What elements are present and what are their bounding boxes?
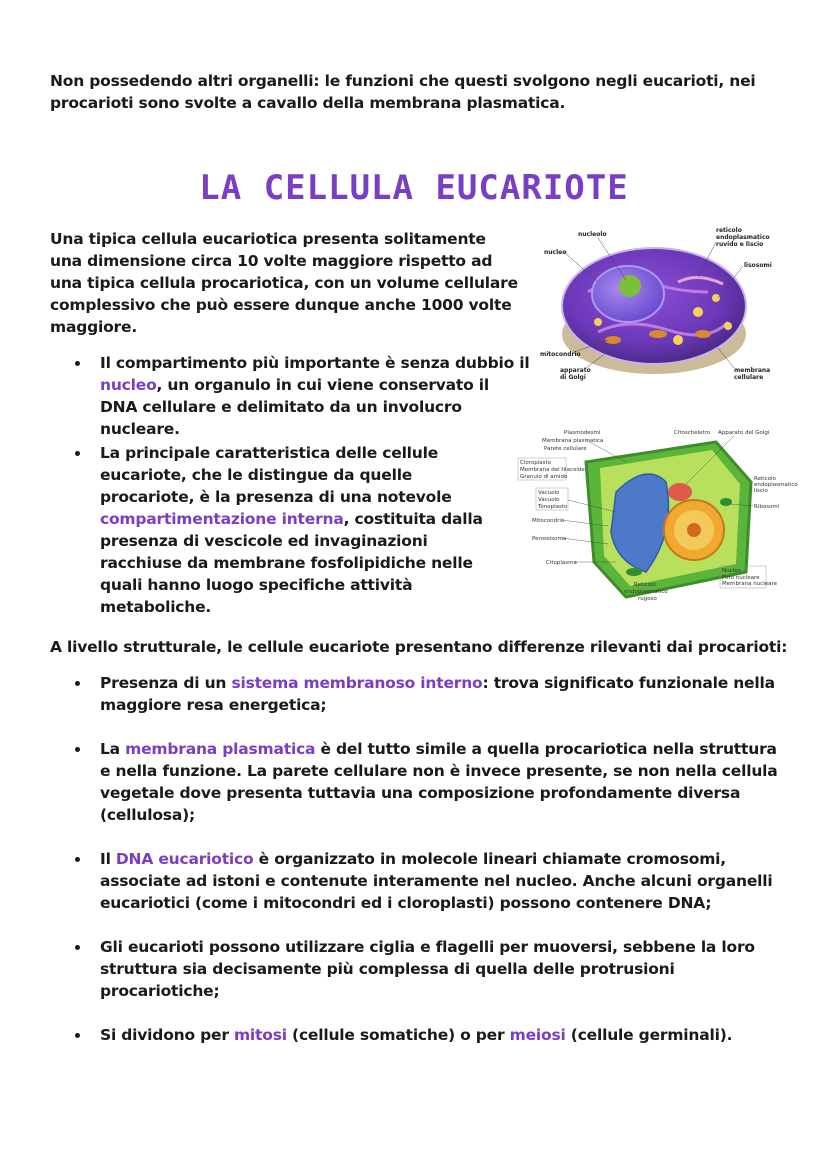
highlight-term: membrana plasmatica [125, 740, 316, 758]
highlight-term: sistema membranoso interno [231, 674, 483, 692]
intro-paragraph: Non possedendo altri organelli: le funzioni che questi svolgono negli eucarioti, nei procarioti sono svolte a cavallo della membrana plasmatica. [50, 72, 756, 112]
svg-text:nucleolo: nucleolo [578, 231, 607, 238]
plant-cell-figure [516, 422, 798, 604]
svg-text:cellulare: cellulare [734, 374, 764, 381]
highlight-term: meiosi [509, 1026, 566, 1044]
svg-text:Poro nucleare: Poro nucleare [722, 575, 760, 581]
svg-text:lisosomi: lisosomi [744, 262, 772, 269]
svg-text:Membrana del tilacoide: Membrana del tilacoide [520, 467, 585, 473]
compartment-bullet-list [50, 442, 510, 618]
svg-text:Citoscheletro: Citoscheletro [674, 430, 711, 436]
highlight-compartimentazione: compartimentazione interna [100, 510, 344, 528]
list-item: Presenza di un sistema membranoso interno: trova significato funzionale nella maggiore resa energetica; [50, 672, 790, 716]
svg-text:endoplasmatico: endoplasmatico [716, 234, 770, 241]
svg-text:apparato: apparato [560, 367, 591, 374]
svg-text:Membrana nucleare: Membrana nucleare [722, 581, 778, 587]
svg-text:rugoso: rugoso [638, 596, 657, 602]
cell-size-paragraph: Una tipica cellula eucariotica presenta solitamente una dimensione circa 10 volte maggiore rispetto ad una tipica cellula procariotica, con un volume cellulare complessivo che può essere dunque anche 1000 volte maggiore. [50, 230, 518, 336]
svg-text:Apparato del Golgi: Apparato del Golgi [718, 430, 770, 436]
list-item: La principale caratteristica delle cellule eucariote, che le distingue da quelle procariote, è la presenza di una notevole compartimentazione interna, costituita dalla presenza di vescicole ed invaginazioni racchiuse da membrane fosfolipidiche nelle quali hanno luogo specifiche attività metaboliche. [50, 442, 510, 618]
svg-text:endoplasmatico: endoplasmatico [624, 589, 668, 595]
svg-text:Reticolo: Reticolo [754, 476, 776, 482]
highlight-term: mitosi [233, 1026, 287, 1044]
svg-text:Parete cellulare: Parete cellulare [544, 446, 587, 452]
list-item: Gli eucarioti possono utilizzare ciglia e flagelli per muoversi, sebbene la loro struttura sia decisamente più complessa di quella delle protrusioni procariotiche; [50, 936, 790, 1002]
svg-text:ruvido e liscio: ruvido e liscio [716, 241, 764, 248]
highlight-term: DNA eucariotico [115, 850, 254, 868]
list-item: Il compartimento più importante è senza dubbio il nucleo, un organulo in cui viene conservato il DNA cellulare e delimitato da un involucro nucleare. [50, 352, 530, 440]
svg-text:Ribosomi: Ribosomi [754, 504, 780, 510]
svg-text:Plasmodesmi: Plasmodesmi [564, 430, 601, 436]
animal-cell-figure [538, 222, 770, 392]
svg-text:di Golgi: di Golgi [560, 374, 586, 381]
svg-text:mitocondrio: mitocondrio [540, 351, 581, 358]
differences-list [50, 672, 790, 1068]
page-title: LA CELLULA EUCARIOTE [199, 168, 629, 208]
list-item: Si dividono per mitosi (cellule somatiche) o per meiosi (cellule germinali). [50, 1024, 790, 1046]
svg-text:nucleo: nucleo [544, 249, 567, 256]
svg-text:membrana: membrana [734, 367, 771, 374]
list-item: Il DNA eucariotico è organizzato in molecole lineari chiamate cromosomi, associate ad istoni e contenute interamente nel nucleo. Anche alcuni organelli eucariotici (come i mitocondri ed i cloroplasti) possono contenere DNA; [50, 848, 790, 914]
svg-text:endoplasmatico: endoplasmatico [754, 482, 798, 488]
svg-text:Vacuolo: Vacuolo [538, 497, 560, 503]
highlight-nucleo: nucleo [100, 376, 157, 394]
svg-text:Cloroplasto: Cloroplasto [520, 460, 552, 466]
svg-text:Nucleo: Nucleo [722, 568, 741, 574]
svg-text:Perossisoma: Perossisoma [532, 536, 567, 542]
svg-text:reticolo: reticolo [716, 227, 742, 234]
svg-text:Membrana plasmatica: Membrana plasmatica [542, 438, 604, 444]
list-item: La membrana plasmatica è del tutto simile a quella procariotica nella struttura e nella funzione. La parete cellulare non è invece presente, se non nella cellula vegetale dove presenta tuttavia una composizione profondamente diversa (cellulosa); [50, 738, 790, 826]
svg-text:liscio: liscio [754, 488, 768, 494]
svg-text:Vacuolo: Vacuolo [538, 490, 560, 496]
svg-text:Mitocondrio: Mitocondrio [532, 518, 565, 524]
svg-text:Tonoplasto: Tonoplasto [538, 504, 568, 510]
svg-text:Reticolo: Reticolo [634, 582, 656, 588]
nucleus-bullet-list [50, 352, 530, 440]
svg-text:Granulo di amido: Granulo di amido [520, 474, 568, 480]
svg-text:Citoplasma: Citoplasma [546, 560, 577, 566]
structural-differences-intro: A livello strutturale, le cellule eucariote presentano differenze rilevanti dai procarioti: [50, 638, 788, 656]
